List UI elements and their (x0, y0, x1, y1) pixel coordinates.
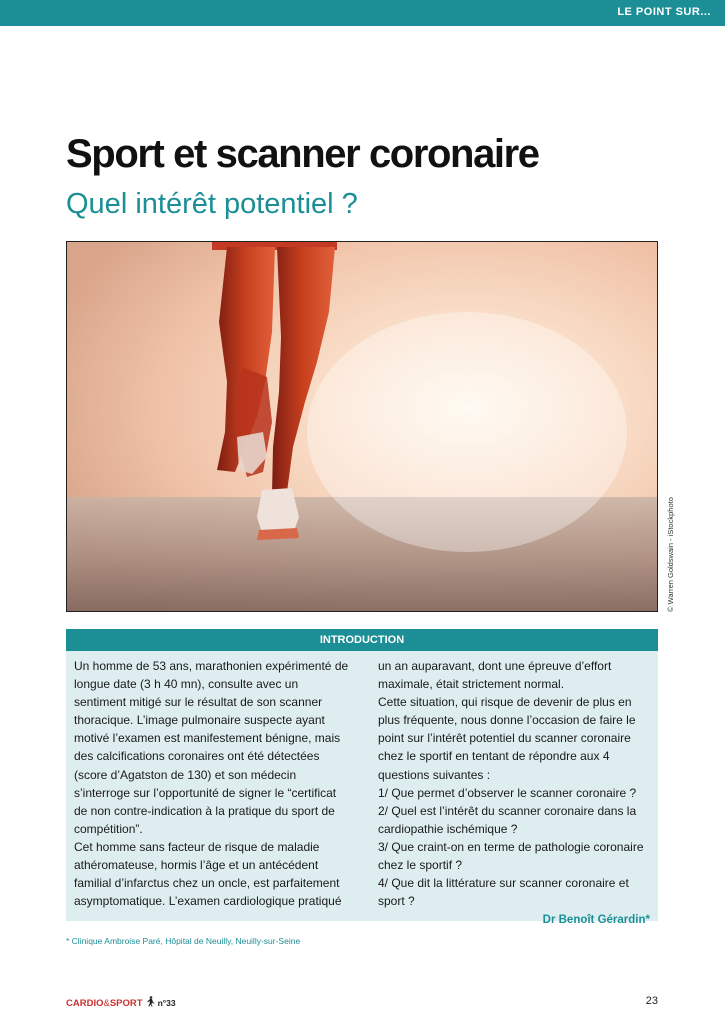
intro-paragraph: Un homme de 53 ans, marathonien expérimenté de longue date (3 h 40 mn), consulte avec un sentiment mitigé sur le résultat de son scanner thoracique. L’image pulmonaire suspecte ayant motivé l’examen est manifestement bénigne, mais des calcifications coronaires ont été détectées (score d’Agatston de 130) et son médecin s’interroge sur l’opportunité de signer le “certificat de non contre-indication à la pratique du sport de compétition”. (74, 659, 349, 836)
intro-paragraph: Cette situation, qui risque de devenir de plus en plus fréquente, nous donne l’occasion de faire le point sur l’intérêt potentiel du scanner coronaire chez le sportif en tentant de répondre aux 4 questions suivantes : (378, 695, 636, 782)
question-item: 4/ Que dit la littérature sur scanner coronaire et sport ? (378, 876, 629, 909)
runner-illustration (67, 242, 657, 611)
intro-paragraph: un an auparavant, dont une épreuve d’effort maximale, était strictement normal. (378, 659, 612, 692)
photo-credit: © Warren Goldswain - iStockphoto (666, 497, 675, 612)
issue-number: n°33 (157, 998, 176, 1008)
question-item: 2/ Quel est l’intérêt du scanner coronaire dans la cardiopathie ischémique ? (378, 803, 637, 836)
section-header-bar (0, 0, 725, 26)
intro-paragraph: Cet homme sans facteur de risque de maladie athéromateuse, hormis l’âge et un antécédent familial d’infarctus chez un oncle, est parfaitement asymptomatique. L’examen cardiologique pratiqué (74, 839, 342, 909)
introduction-left-column (74, 657, 350, 910)
question-item: 3/ Que craint-on en terme de pathologie coronaire chez le sportif ? (378, 839, 644, 873)
page-number: 23 (645, 995, 658, 1007)
author-name: Dr Benoît Gérardin* (542, 914, 650, 927)
section-label: LE POINT SUR... (617, 6, 711, 18)
logo-sport-text: SPORT (109, 997, 143, 1009)
introduction-right-column (378, 657, 650, 929)
author-affiliation-footnote: * Clinique Ambroise Paré, Hôpital de Neuilly, Neuilly-sur-Seine (66, 936, 301, 946)
question-item: 1/ Que permet d’observer le scanner coronaire ? (378, 785, 637, 800)
logo-ampersand: & (103, 997, 110, 1009)
article-subtitle: Quel intérêt potentiel ? (66, 188, 358, 220)
introduction-heading: INTRODUCTION (66, 629, 658, 651)
introduction-box (66, 651, 658, 927)
journal-logo (66, 996, 176, 1010)
article-title: Sport et scanner coronaire (66, 132, 539, 176)
logo-cardio-text: CARDIO (66, 997, 104, 1009)
runner-photo (66, 241, 658, 612)
runner-icon (146, 996, 155, 1010)
